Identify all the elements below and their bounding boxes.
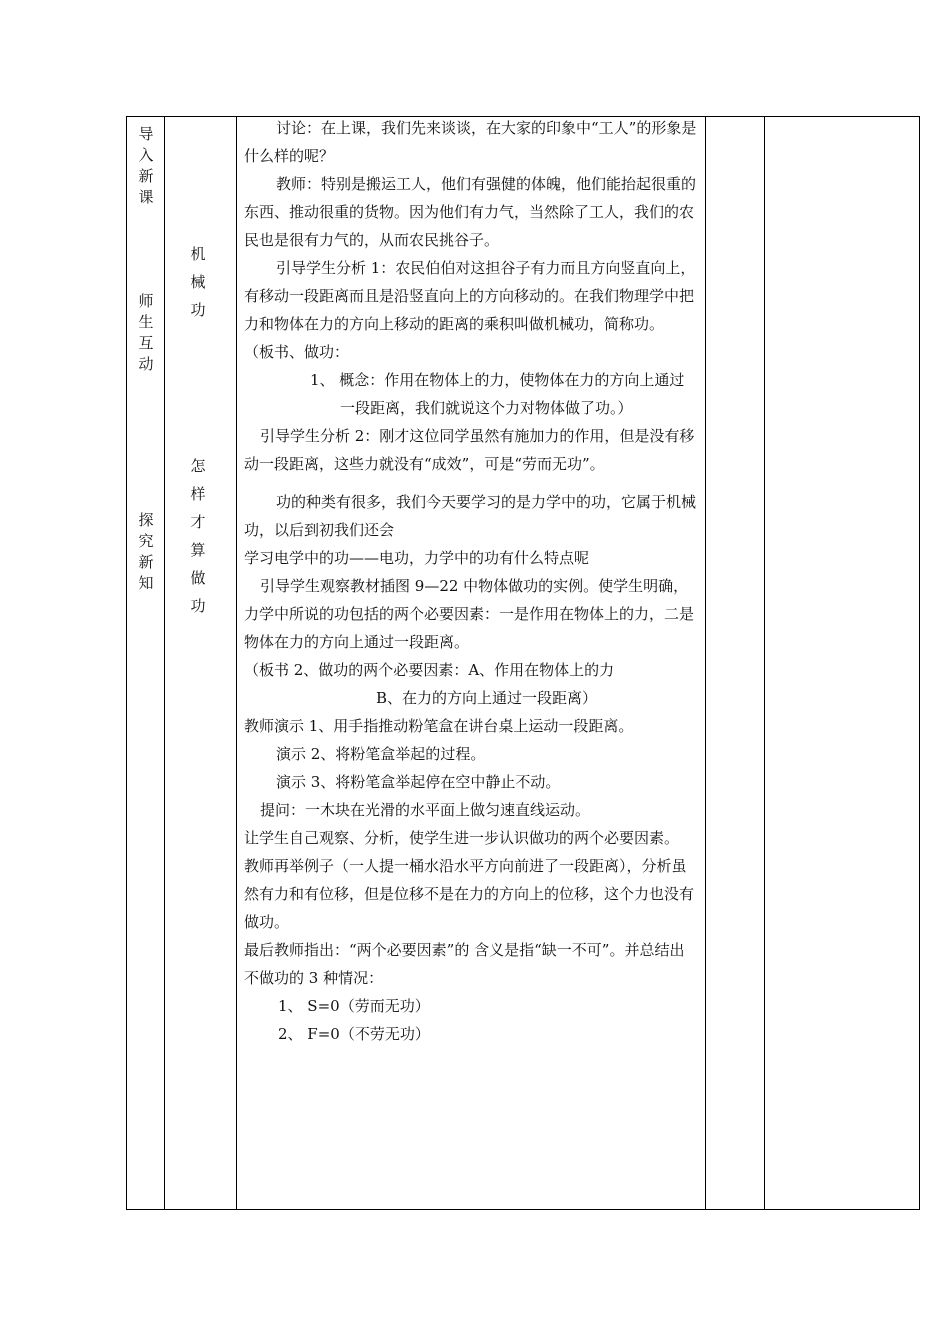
example-paragraph: 教师再举例子（一人提一桶水沿水平方向前进了一段距离），分析虽然有力和有位移，但是位移不是在力的方向上的位移，这个力也没有做功。: [244, 857, 695, 931]
demo-1-line: 教师演示 1、用手指推动粉笔盒在讲台桌上运动一段距离。: [244, 717, 634, 735]
observe-paragraph: 引导学生观察教材插图 9—22 中物体做功的实例。使学生明确，力学中所说的功包括的两个必要因素：一是作用在物体上的力，二是物体在力的方向上通过一段距离。: [244, 577, 695, 651]
board-note-factors: （板书 2、做功的两个必要因素：A、作用在物体上的力: [244, 661, 615, 679]
electric-work-line: 学习电学中的功——电功，力学中的功有什么特点呢: [244, 549, 590, 567]
label-mechanical-work: 机械功: [190, 245, 206, 319]
column-divider-3: [705, 116, 706, 1210]
lesson-content: [244, 114, 698, 1048]
teacher-paragraph: 教师：特别是搬运工人，他们有强健的体魄，他们能抬起很重的东西、推动很重的货物。因为他们有力气，当然除了工人，我们的农民也是很有力气的，从而农民挑谷子。: [244, 175, 697, 249]
demo-2-line: 演示 2、将粉笔盒举起的过程。: [276, 745, 486, 763]
column-divider-2: [236, 116, 237, 1210]
label-how-to-do-work: 怎样才算做功: [190, 457, 206, 615]
question-line: 提问：一木块在光滑的水平面上做匀速直线运动。: [260, 801, 591, 819]
case-2-line: 2、 F=0（不劳无功）: [278, 1025, 430, 1043]
concept-item: 1、 概念：作用在物体上的力，使物体在力的方向上通过一段距离，我们就说这个力对物体做了功。）: [310, 371, 685, 417]
conclusion-paragraph: 最后教师指出：“两个必要因素”的 含义是指“缺一不可”。并总结出不做功的 3 种情况：: [244, 941, 685, 987]
analysis-2-paragraph: 引导学生分析 2：刚才这位同学虽然有施加力的作用，但是没有移动一段距离，这些力就没有“成效”，可是“劳而无功”。: [244, 427, 695, 473]
observe-analyze-paragraph: 让学生自己观察、分析，使学生进一步认识做功的两个必要因素。: [244, 829, 680, 847]
demo-3-line: 演示 3、将粉笔盒举起停在空中静止不动。: [276, 773, 561, 791]
column-divider-1: [164, 116, 165, 1210]
work-types-paragraph: 功的种类有很多，我们今天要学习的是力学中的功，它属于机械功，以后到初我们还会: [244, 493, 697, 539]
analysis-1-paragraph: 引导学生分析 1：农民伯伯对这担谷子有力而且方向竖直向上，有移动一段距离而且是沿竖直向上的方向移动的。在我们物理学中把力和物体在力的方向上移动的距离的乘积叫做机械功，简称功。: [244, 259, 696, 333]
factor-b-line: B、在力的方向上通过一段距离）: [376, 689, 598, 707]
discussion-paragraph: 讨论：在上课，我们先来谈谈，在大家的印象中“工人”的形象是什么样的呢？: [244, 119, 697, 165]
label-intro: 导入新课: [138, 125, 154, 206]
case-1-line: 1、 S=0（劳而无功）: [278, 997, 430, 1015]
label-interact: 师生互动: [138, 292, 154, 373]
column-divider-4: [764, 116, 765, 1210]
board-note-work: （板书、做功：: [244, 343, 350, 361]
label-explore: 探究新知: [138, 511, 154, 592]
